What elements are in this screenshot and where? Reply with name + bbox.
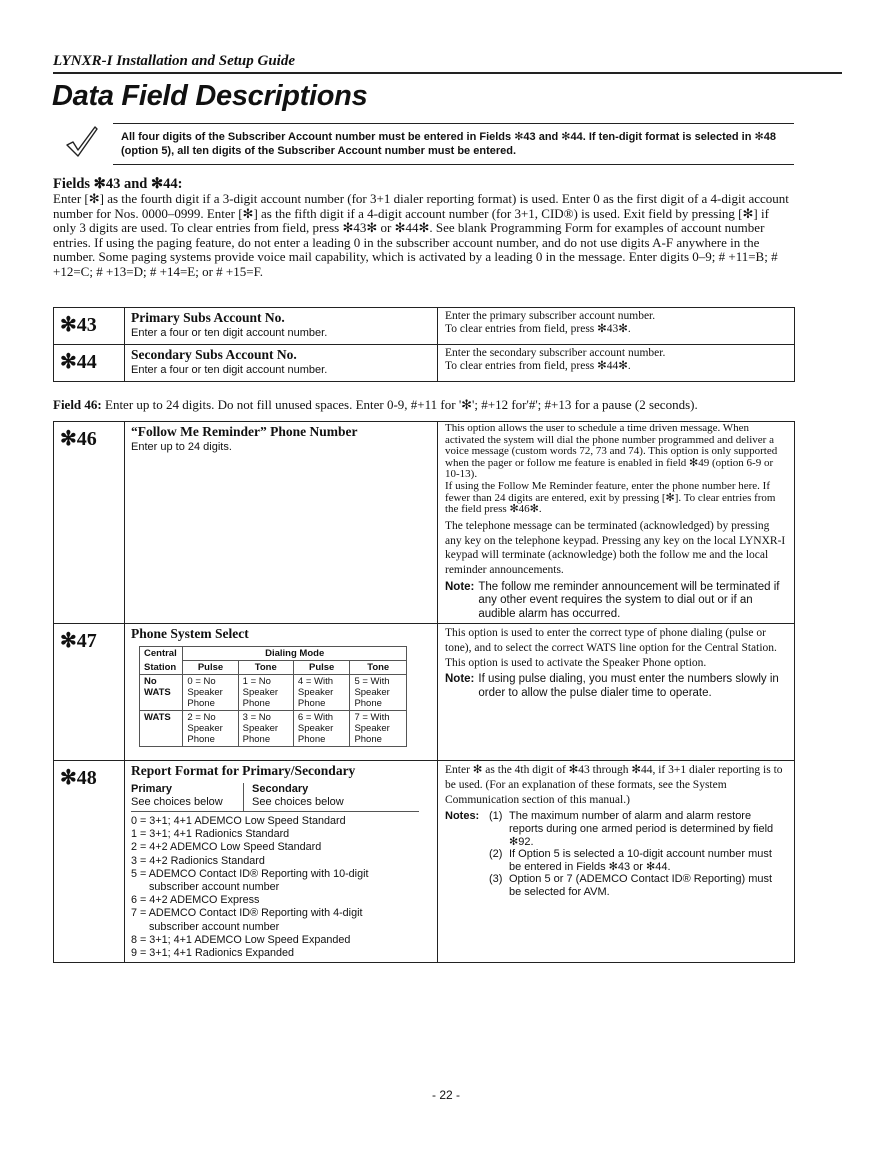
table-row [140, 711, 407, 747]
list-item: 0 = 3+1; 4+1 ADEMCO Low Speed Standard [131, 815, 346, 827]
header-station: Station [140, 661, 183, 675]
note-number: (1) [489, 810, 503, 823]
field-note [445, 581, 787, 622]
note-text: If using pulse dialing, you must enter the numbers slowly in order to allow the pulse dialer time to operate. [478, 673, 779, 699]
note-item [489, 873, 787, 898]
note-number: (2) [489, 848, 503, 861]
field-description: This option allows the user to schedule a time driven message. When activated the system will dial the phone number programmed and deliver a voice message (custom words 72, 73 and 74). This option is only supported when the pager or follow me feature is enabled in field ✻49 (option 6-9 or 10-13). [445, 422, 778, 481]
table-cell: 3 = No Speaker Phone [238, 711, 293, 747]
list-item: 6 = 4+2 ADEMCO Express [131, 894, 260, 907]
field-subtitle: Enter a four or ten digit account number. [131, 327, 328, 339]
table-row [54, 422, 795, 624]
list-item: subscriber account number [149, 920, 280, 933]
note-text: The maximum number of alarm and alarm restore reports during one armed period is determined by field ✻92. [509, 810, 774, 848]
checkmark-icon [64, 125, 98, 164]
field-number: ✻48 [54, 761, 125, 963]
primary-subtitle: See choices below [131, 796, 223, 808]
field-description: Enter the secondary subscriber account number. [445, 347, 666, 359]
list-item: 3 = 4+2 Radionics Standard [131, 854, 265, 867]
field-description: If using the Follow Me Reminder feature, enter the phone number here. If fewer than 24 digits are entered, exit by pressing [✻]. To clear entries from the field press ✻46✻. [445, 479, 776, 516]
table-cell: 0 = No Speaker Phone [183, 675, 238, 711]
header-tone: Tone [350, 661, 407, 675]
note-item [489, 810, 787, 848]
table-cell: 1 = No Speaker Phone [238, 675, 293, 711]
table-row [54, 308, 795, 345]
page-title: Data Field Descriptions [52, 80, 368, 112]
field-description-cell [438, 761, 795, 963]
header-pulse: Pulse [293, 661, 350, 675]
field-name-cell [125, 422, 438, 624]
secondary-subtitle: See choices below [252, 796, 344, 808]
field-subtitle: Enter a four or ten digit account number. [131, 364, 328, 376]
field-number: ✻46 [54, 422, 125, 624]
field-subtitle: Enter up to 24 digits. [131, 441, 232, 453]
field-46-label: Field 46: [53, 397, 102, 412]
field-description: Enter the primary subscriber account number. [445, 310, 656, 322]
note-text: The follow me reminder announcement will be terminated if any other event requires the system to dial out or if an audible alarm has occurred. [478, 580, 780, 620]
field-number: ✻44 [54, 345, 125, 382]
field-description-cell [438, 422, 795, 624]
guide-title: LYNXR-I Installation and Setup Guide [53, 53, 295, 69]
table-cell: 4 = With Speaker Phone [293, 675, 350, 711]
fields-43-44-heading: Fields ✻43 and ✻44: [53, 176, 183, 192]
field-name: Phone System Select [131, 626, 249, 641]
important-note-text: All four digits of the Subscriber Account number must be entered in Fields ✻43 and ✻44. If ten-digit format is selected in ✻48 (option 5), all ten digits of the Subscriber Account number must be entered. [121, 131, 776, 157]
field-name: Report Format for Primary/Secondary [131, 763, 356, 778]
table-cell: 2 = No Speaker Phone [183, 711, 238, 747]
note-label: Note: [445, 580, 475, 593]
field-46-instructions [53, 397, 813, 413]
field-name: “Follow Me Reminder” Phone Number [131, 424, 358, 439]
primary-column [131, 783, 244, 812]
note-item [489, 848, 787, 873]
fields-43-44-intro: Enter [✻] as the fourth digit if a 3-digit account number (for 3+1 dialer reporting format) is used. Enter 0 as the first digit of a 4-digit account number for Nos. 0000–0999. Enter [✻] as the fifth digit if a 4-digit account number (for 3+1, CID®) is used. Exit field by pressing [✻] if only 3 digits are used. To clear entries from field, press ✻43✻ or ✻44✻. See blank Programming Form for examples of account number entries. If using the paging feature, do not enter a leading 0 in the subscriber account number, and do not use digits A-F anywhere in the number. Some paging systems provide voice mail capability, which is activated by a leading 0 in the message. Enter digits 0–9; # +11=B; # +12=C; # +13=D; # +14=E; or # +15=F. [53, 191, 789, 279]
important-note-box [113, 123, 794, 165]
secondary-column [244, 783, 420, 812]
note-text: If Option 5 is selected a 10-digit account number must be entered in Fields ✻43 or ✻44. [509, 848, 772, 873]
row-label: No WATS [140, 675, 183, 711]
list-item: subscriber account number [149, 881, 280, 894]
field-name-cell [125, 308, 438, 345]
field-name-cell [125, 624, 438, 761]
field-description: The telephone message can be terminated (acknowledged) by pressing any key on the telephone keypad. Pressing any key on the local LYNXR-I keypad will terminate (acknowledge) both the follow me and the local reminder announcements. [445, 519, 786, 577]
field-description: Enter ✻ as the 4th digit of ✻43 through ✻44, if 3+1 dialer reporting is to be used. (For an explanation of these formats, see the System Communication section of this manual.) [445, 764, 783, 806]
dialing-mode-table [139, 646, 407, 747]
table-row [54, 345, 795, 382]
field-description-cell [438, 308, 795, 345]
header-pulse: Pulse [183, 661, 238, 675]
table-row [54, 761, 795, 963]
table-row [140, 675, 407, 711]
field-description-cell [438, 624, 795, 761]
field-46-text: Enter up to 24 digits. Do not fill unused spaces. Enter 0-9, #+11 for '✻'; #+12 for'#'; #+13 for a pause (2 seconds). [101, 397, 698, 412]
list-item: 9 = 3+1; 4+1 Radionics Expanded [131, 947, 294, 960]
list-item: 5 = ADEMCO Contact ID® Reporting with 10-digit [131, 867, 369, 880]
field-number: ✻43 [54, 308, 125, 345]
list-item: 7 = ADEMCO Contact ID® Reporting with 4-digit [131, 907, 363, 920]
table-cell: 6 = With Speaker Phone [293, 711, 350, 747]
table-cell: 5 = With Speaker Phone [350, 675, 407, 711]
notes-label: Notes: [445, 810, 480, 823]
field-description: To clear entries from field, press ✻43✻. [445, 323, 631, 335]
field-name-cell [125, 345, 438, 382]
header-tone: Tone [238, 661, 293, 675]
header-rule [53, 72, 842, 74]
account-fields-table [53, 307, 795, 382]
note-number: (3) [489, 873, 503, 886]
secondary-label: Secondary [252, 783, 309, 795]
note-text: Option 5 or 7 (ADEMCO Contact ID® Reporting) must be selected for AVM. [509, 873, 773, 898]
field-description: This option is used to enter the correct type of phone dialing (pulse or tone), and to select the correct WATS line option for the Central Station. This option is used to activate the Speaker Phone option. [445, 627, 777, 669]
field-name: Primary Subs Account No. [131, 310, 285, 325]
field-name: Secondary Subs Account No. [131, 347, 297, 362]
report-format-header [131, 783, 419, 812]
primary-label: Primary [131, 783, 172, 795]
header-dialing-mode: Dialing Mode [183, 647, 407, 661]
report-format-options [131, 815, 431, 960]
field-notes [445, 810, 787, 898]
field-name-cell [125, 761, 438, 963]
header-central: Central [140, 647, 183, 661]
row-label: WATS [140, 711, 183, 747]
field-number: ✻47 [54, 624, 125, 761]
field-description: To clear entries from field, press ✻44✻. [445, 360, 631, 372]
programming-fields-table [53, 421, 795, 963]
note-label: Note: [445, 673, 475, 686]
list-item: 1 = 3+1; 4+1 Radionics Standard [131, 828, 290, 841]
list-item: 8 = 3+1; 4+1 ADEMCO Low Speed Expanded [131, 933, 351, 946]
list-item: 2 = 4+2 ADEMCO Low Speed Standard [131, 841, 322, 854]
table-row [54, 624, 795, 761]
field-note [445, 673, 787, 700]
table-cell: 7 = With Speaker Phone [350, 711, 407, 747]
field-description-cell [438, 345, 795, 382]
page-number: - 22 - [431, 1088, 460, 1102]
